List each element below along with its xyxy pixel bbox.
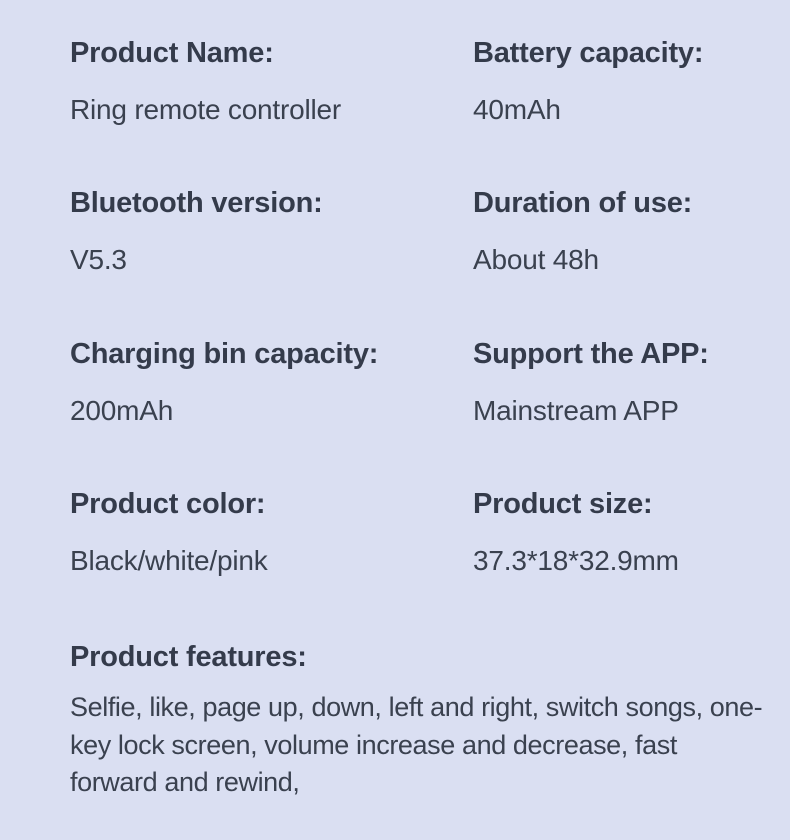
spec-product-size: [473, 487, 760, 577]
spec-product-color: [70, 487, 473, 577]
spec-label: Battery capacity:: [473, 37, 704, 69]
spec-value: V5.3: [70, 244, 127, 276]
spec-duration-of-use: [473, 186, 760, 276]
spec-product-name: [70, 36, 473, 126]
spec-charging-bin-capacity: [70, 337, 473, 427]
spec-product-features: [70, 640, 763, 802]
spec-value: Black/white/pink: [70, 544, 268, 576]
spec-label: Product size:: [473, 488, 653, 521]
features-label: Product features:: [70, 640, 307, 673]
features-text: Selfie, like, page up, down, left and right, switch songs, one-key lock screen, volume increase and decrease, fast forward and rewind,: [70, 692, 763, 797]
spec-grid: [70, 36, 760, 638]
spec-label: Charging bin capacity:: [70, 337, 379, 370]
spec-label: Support the APP:: [473, 337, 709, 370]
spec-value: 40mAh: [473, 93, 561, 125]
spec-value: Mainstream APP: [473, 394, 679, 426]
spec-label: Product color:: [70, 488, 266, 521]
spec-value: About 48h: [473, 244, 599, 276]
spec-support-the-app: [473, 337, 760, 427]
spec-value: 200mAh: [70, 394, 174, 426]
spec-value: 37.3*18*32.9mm: [473, 544, 679, 576]
spec-label: Bluetooth version:: [70, 187, 323, 220]
spec-label: Product Name:: [70, 37, 274, 69]
spec-bluetooth-version: [70, 186, 473, 276]
spec-battery-capacity: [473, 36, 760, 126]
spec-label: Duration of use:: [473, 187, 693, 220]
spec-value: Ring remote controller: [70, 93, 342, 125]
